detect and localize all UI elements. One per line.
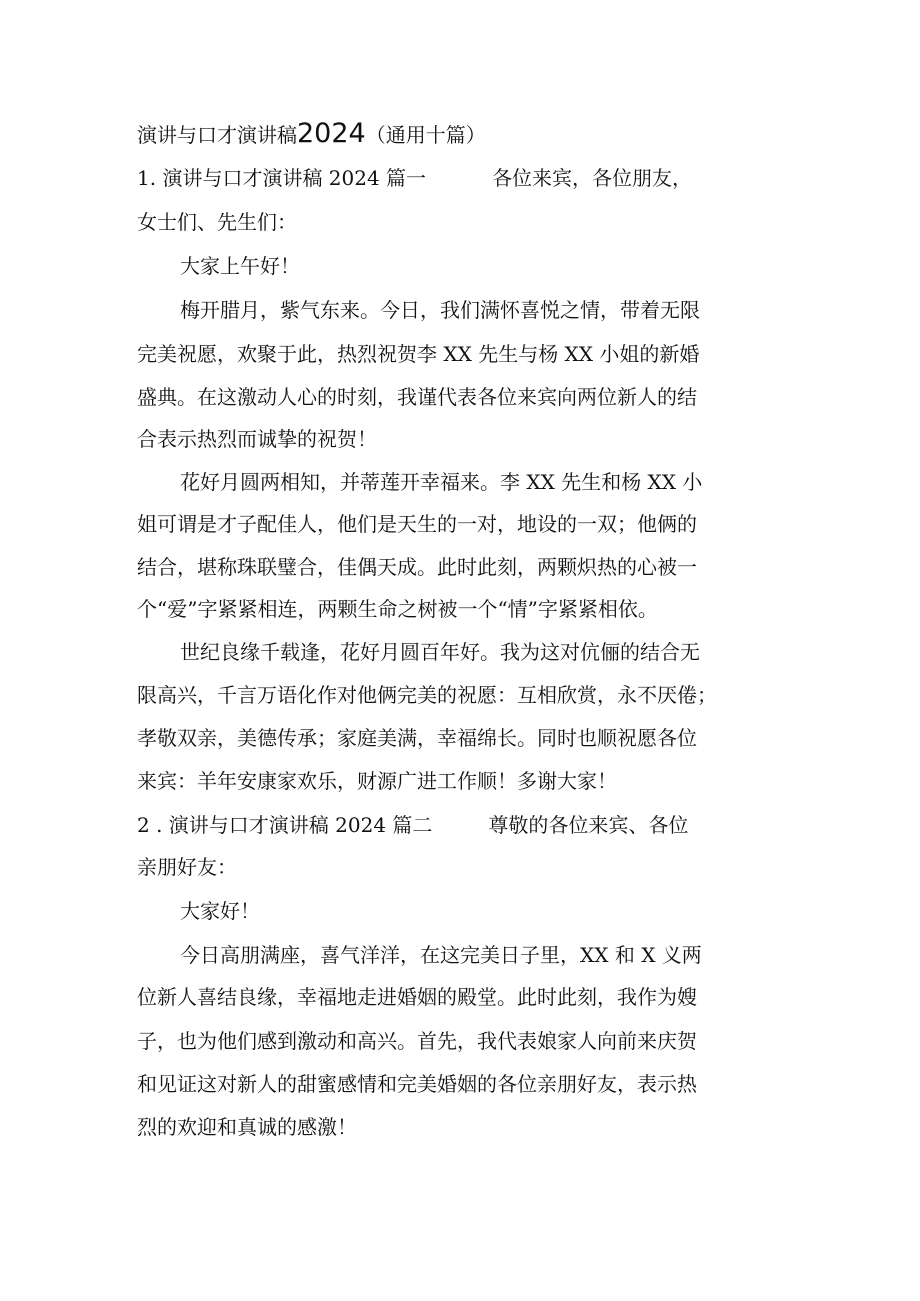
paragraph-line: 合表示热烈而诚挚的祝贺！ bbox=[137, 427, 377, 451]
section1-heading: 1. 演讲与口才演讲稿 2024 篇一 bbox=[137, 166, 427, 190]
paragraph-line: 子，也为他们感到激动和高兴。首先，我代表娘家人向前来庆贺 bbox=[137, 1029, 697, 1053]
paragraph-line: 和见证这对新人的甜蜜感情和完美婚姻的各位亲朋好友，表示热 bbox=[137, 1072, 697, 1096]
document-title bbox=[137, 116, 486, 153]
paragraph-line: 烈的欢迎和真诚的感激！ bbox=[137, 1115, 357, 1139]
paragraph-line: 今日高朋满座，喜气洋洋，在这完美日子里，XX 和 X 义两 bbox=[180, 943, 702, 967]
title-year: 2024 bbox=[297, 118, 366, 149]
section2-heading-line bbox=[137, 810, 797, 840]
paragraph-line: 大家好！ bbox=[180, 899, 260, 923]
paragraph-line: 亲朋好友： bbox=[137, 855, 237, 879]
paragraph-line: 盛典。在这激动人心的时刻，我谨代表各位来宾向两位新人的结 bbox=[137, 385, 697, 409]
title-prefix: 演讲与口才演讲稿 bbox=[137, 123, 297, 147]
section2-heading: 2 . 演讲与口才演讲稿 2024 篇二 bbox=[137, 813, 433, 837]
paragraph-line: 大家上午好！ bbox=[180, 254, 300, 278]
paragraph-line: 完美祝愿，欢聚于此，热烈祝贺李 XX 先生与杨 XX 小姐的新婚 bbox=[137, 342, 700, 366]
paragraph-line: 姐可谓是才子配佳人，他们是天生的一对，地设的一双；他俩的 bbox=[137, 512, 697, 536]
paragraph-line: 限高兴，千言万语化作对他俩完美的祝愿：互相欣赏，永不厌倦； bbox=[137, 683, 717, 707]
section1-heading-tail: 各位来宾，各位朋友， bbox=[492, 166, 693, 190]
section1-heading-line bbox=[137, 163, 797, 193]
paragraph-line: 孝敬双亲，美德传承；家庭美满，幸福绵长。同时也顺祝愿各位 bbox=[137, 726, 697, 750]
section2-heading-tail: 尊敬的各位来宾、各位 bbox=[488, 813, 689, 837]
paragraph-line: 结合，堪称珠联璧合，佳偶天成。此时此刻，两颗炽热的心被一 bbox=[137, 555, 697, 579]
paragraph-line: 梅开腊月，紫气东来。今日，我们满怀喜悦之情，带着无限 bbox=[180, 298, 700, 322]
paragraph-line: 个“爱”字紧紧相连，两颗生命之树被一个“情”字紧紧相依。 bbox=[137, 597, 658, 621]
paragraph-line: 花好月圆两相知，并蒂莲开幸福来。李 XX 先生和杨 XX 小 bbox=[180, 470, 703, 494]
title-suffix: （通用十篇） bbox=[365, 123, 486, 147]
paragraph-line: 位新人喜结良缘，幸福地走进婚姻的殿堂。此时此刻，我作为嫂 bbox=[137, 985, 697, 1009]
paragraph-line: 世纪良缘千载逢，花好月圆百年好。我为这对伉俪的结合无 bbox=[180, 640, 700, 664]
paragraph-line: 来宾：羊年安康家欢乐，财源广进工作顺！多谢大家！ bbox=[137, 769, 617, 793]
paragraph-line: 女士们、先生们： bbox=[137, 210, 297, 234]
